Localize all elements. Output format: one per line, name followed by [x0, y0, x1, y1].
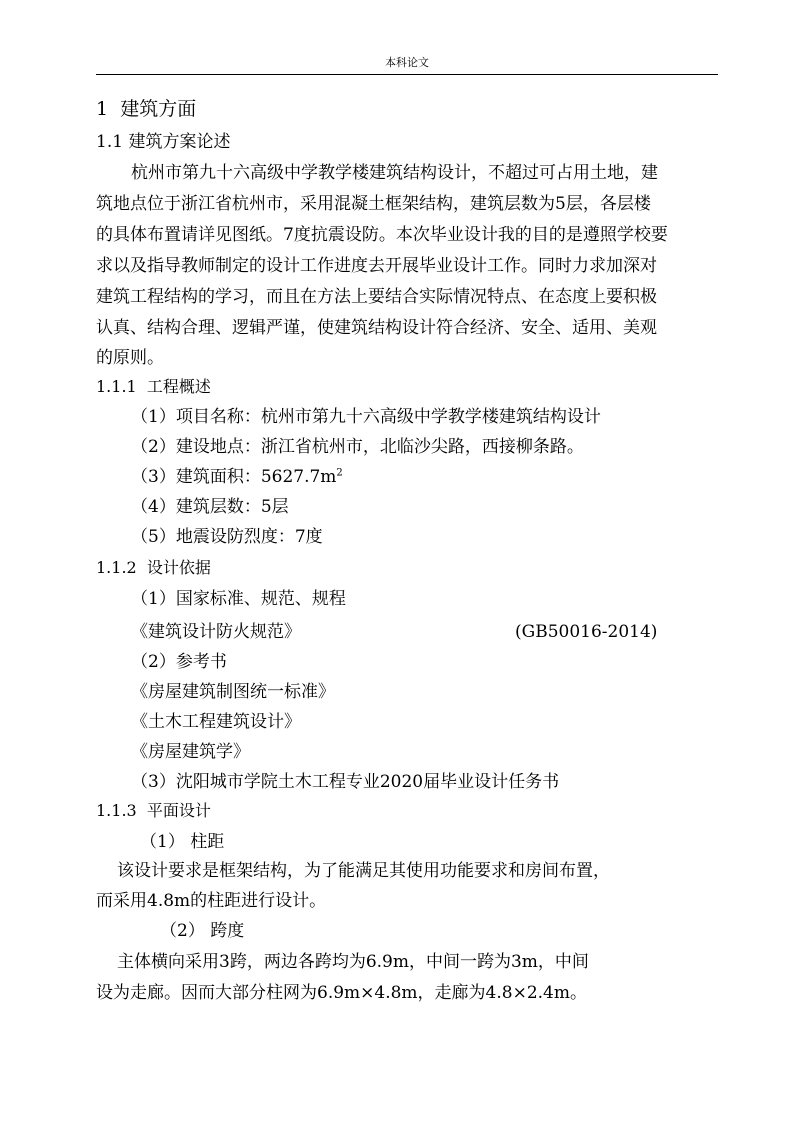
- basis-item: 《建筑设计防火规范》: [131, 622, 301, 642]
- area-superscript: 2: [336, 467, 343, 479]
- plan-text: 该设计要求是框架结构，为了能满足其使用功能要求和房间布置，: [117, 861, 610, 881]
- intro-line: 的具体布置请详见图纸。7度抗震设防。本次毕业设计我的目的是遵照学校要: [96, 225, 668, 245]
- plan-text: 而采用4.8m的柱距进行设计。: [96, 891, 327, 911]
- overview-area-text: （3）建筑面积：5627.7m: [131, 467, 337, 487]
- heading-1-1-number: 1.1: [96, 132, 124, 152]
- basis-item: （3）沈阳城市学院土木工程专业2020届毕业设计任务书: [131, 772, 560, 792]
- intro-line: 筑地点位于浙江省杭州市，采用混凝土框架结构，建筑层数为5层，各层楼: [96, 194, 651, 214]
- intro-line: 认真、结构合理、逻辑严谨，使建筑结构设计符合经济、安全、适用、美观: [96, 318, 657, 338]
- intro-line: 求以及指导教师制定的设计工作进度去开展毕业设计工作。同时力求加深对: [96, 256, 657, 276]
- basis-item: 《房屋建筑制图统一标准》: [131, 682, 335, 702]
- heading-1-1-3: [96, 799, 211, 823]
- basis-item: 《土木工程建筑设计》: [131, 712, 301, 732]
- heading-1-1-2-title: 设计依据: [146, 558, 211, 577]
- plan-text: 设为走廊。因而大部分柱网为6.9m×4.8m，走廊为4.8×2.4m。: [96, 983, 587, 1003]
- intro-line: 杭州市第九十六高级中学教学楼建筑结构设计，不超过可占用土地，建: [131, 163, 658, 183]
- overview-item: （1）项目名称：杭州市第九十六高级中学教学楼建筑结构设计: [131, 407, 601, 427]
- heading-1-1-2: [96, 556, 211, 580]
- heading-1-1-1-title: 工程概述: [146, 377, 211, 396]
- overview-item: （4）建筑层数：5层: [131, 497, 289, 517]
- heading-1: [96, 97, 196, 121]
- heading-1-title: 建筑方面: [120, 98, 197, 120]
- overview-item: （5）地震设防烈度：7度: [131, 527, 323, 547]
- page-header: 本科论文: [385, 56, 429, 69]
- heading-1-1-3-title: 平面设计: [146, 801, 211, 820]
- heading-1-1-2-number: 1.1.2: [96, 558, 137, 577]
- heading-1-1-3-number: 1.1.3: [96, 801, 137, 820]
- basis-item: （2）参考书: [131, 652, 227, 672]
- overview-item: （2）建设地点：浙江省杭州市，北临沙尖路，西接柳条路。: [131, 437, 584, 457]
- plan-item: （2） 跨度: [160, 921, 245, 941]
- intro-line: 的原则。: [96, 348, 164, 368]
- heading-1-number: 1: [96, 98, 109, 120]
- basis-item: 《房屋建筑学》: [131, 742, 250, 762]
- code-reference: (GB50016-2014): [515, 622, 658, 642]
- plan-item: （1） 柱距: [140, 832, 225, 852]
- intro-line: 建筑工程结构的学习，而且在方法上要结合实际情况特点、在态度上要积极: [96, 287, 657, 307]
- plan-text: 主体横向采用3跨，两边各跨均为6.9m，中间一跨为3m，中间: [117, 952, 589, 972]
- heading-1-1-1-number: 1.1.1: [96, 377, 137, 396]
- heading-1-1: [96, 130, 230, 154]
- basis-item: （1）国家标准、规范、规程: [131, 589, 346, 609]
- heading-1-1-title: 建筑方案论述: [128, 132, 231, 152]
- header-rule: [96, 74, 718, 75]
- overview-item: [131, 465, 343, 489]
- heading-1-1-1: [96, 375, 211, 399]
